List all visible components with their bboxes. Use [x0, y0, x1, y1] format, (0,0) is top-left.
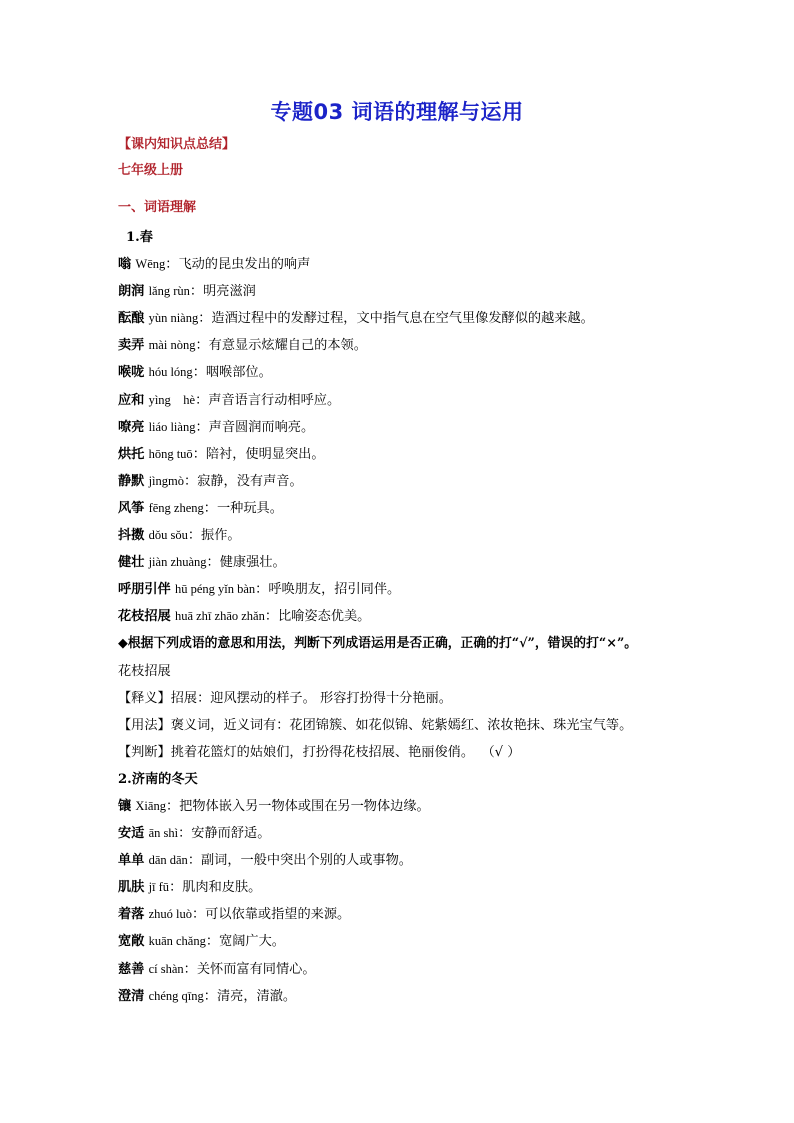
vocab-definition: 可以依靠或指望的来源。 [205, 907, 351, 923]
vocab-word: 应和 [118, 392, 145, 408]
vocab-pinyin: mài nòng [148, 338, 196, 353]
lesson-heading: 1.春 [126, 230, 153, 245]
vocab-definition: 有意显示炫耀自己的本领。 [208, 338, 367, 354]
vocab-entry: 呼朋引伴 hū péng yǐn bàn：呼唤朋友，招引同伴。 [118, 582, 401, 598]
vocab-definition: 关怀而富有同情心。 [196, 961, 316, 977]
vocab-pinyin: kuān chǎng [148, 934, 206, 949]
exercise-judgement-line [118, 739, 718, 766]
vocab-pinyin: jìngmò [148, 473, 184, 488]
vocab-word: 澄清 [118, 988, 145, 1004]
exercise-usage: 【用法】褒义词，近义词有：花团锦簇、如花似锦、姹紫嫣红、浓妆艳抹、珠光宝气等。 [118, 717, 633, 733]
vocab-word: 单单 [118, 853, 145, 869]
vocab-definition: 一种玩具。 [216, 500, 283, 516]
vocab-entry: 抖擞 dǒu sǒu：振作。 [118, 528, 241, 544]
vocab-word: 卖弄 [118, 338, 145, 354]
vocab-definition: 造酒过程中的发酵过程，文中指气息在空气里像发酵似的越来越。 [211, 311, 594, 327]
vocab-word: 嗡 [118, 257, 132, 273]
vocab-entry: 烘托 hōng tuō：陪衬，使明显突出。 [118, 446, 325, 462]
vocab-entry: 安适 ān shì：安静而舒适。 [118, 826, 271, 842]
vocab-pinyin: chéng qīng [148, 988, 204, 1003]
vocab-definition: 呼唤朋友，招引同伴。 [268, 582, 401, 598]
vocab-entry: 花枝招展 huā zhī zhāo zhǎn：比喻姿态优美。 [118, 609, 371, 625]
vocab-definition: 清亮，清澈。 [216, 988, 297, 1004]
vocab-word: 酝酿 [118, 311, 145, 327]
vocab-word: 静默 [118, 473, 145, 489]
vocab-pinyin: liáo liàng [148, 419, 196, 434]
vocab-definition: 明亮滋润 [203, 284, 256, 300]
vocab-definition: 安静而舒适。 [191, 826, 271, 842]
vocab-word: 呼朋引伴 [118, 582, 171, 598]
vocab-entry: 着落 zhuó luò：可以依靠或指望的来源。 [118, 907, 351, 923]
vocab-entry: 应和 yìng hè：声音语言行动相呼应。 [118, 392, 341, 408]
vocab-definition: 比喻姿态优美。 [278, 609, 371, 625]
vocab-pinyin: Wēng [135, 257, 166, 272]
grade-label: 七年级上册 [118, 163, 184, 178]
vocab-pinyin: jī fū [148, 880, 170, 895]
vocab-definition: 健康强壮。 [219, 555, 286, 571]
vocab-pinyin: hōng tuō [148, 446, 193, 461]
vocab-definition: 把物体嵌入另一物体或围在另一物体边缘。 [179, 798, 430, 814]
vocab-pinyin: hū péng yǐn bàn [174, 582, 256, 597]
vocab-definition: 振作。 [201, 528, 241, 544]
vocab-entry: 卖弄 mài nòng：有意显示炫耀自己的本领。 [118, 338, 367, 354]
vocab-pinyin: dǒu sǒu [148, 528, 188, 543]
exercise-idiom: 花枝招展 [118, 663, 171, 679]
vocab-entry: 喉咙 hóu lóng：咽喉部位。 [118, 365, 272, 381]
vocab-word: 喉咙 [118, 365, 145, 381]
vocab-definition: 寂静，没有声音。 [197, 473, 303, 489]
exercise-answer: （√ ） [488, 744, 521, 760]
vocab-pinyin: dān dān [148, 853, 188, 868]
vocab-pinyin: lǎng rùn [148, 284, 190, 299]
vocab-word: 慈善 [118, 961, 145, 977]
vocab-definition: 陪衬，使明显突出。 [205, 446, 325, 462]
vocab-definition: 咽喉部位。 [205, 365, 272, 381]
vocabulary-content [118, 224, 718, 1010]
vocab-pinyin: ān shì [148, 826, 179, 841]
vocab-entry: 镶 Xiāng：把物体嵌入另一物体或围在另一物体边缘。 [118, 798, 430, 814]
vocab-entry: 单单 dān dān：副词，一般中突出个别的人或事物。 [118, 853, 412, 869]
page-title: 专题03 词语的理解与运用 [270, 100, 524, 124]
vocab-word: 宽敞 [118, 934, 145, 950]
section-label: 【课内知识点总结】 [118, 137, 236, 152]
vocab-definition: 声音圆润而响亮。 [208, 419, 315, 435]
vocab-pinyin: yìng hè [148, 392, 196, 407]
vocab-entry: 澄清 chéng qīng：清亮，清澈。 [118, 988, 297, 1004]
vocab-word: 烘托 [118, 446, 145, 462]
lesson-heading: 2.济南的冬天 [118, 771, 198, 787]
vocab-entry: 嗡 Wēng：飞动的昆虫发出的响声 [118, 257, 311, 273]
exercise-judgement: 【判断】挑着花篮灯的姑娘们，打扮得花枝招展、艳丽俊俏。 [118, 744, 475, 760]
vocab-pinyin: cí shàn [148, 961, 184, 976]
vocab-pinyin: jiàn zhuàng [148, 555, 207, 570]
vocab-entry: 风筝 fēng zheng：一种玩具。 [118, 500, 283, 516]
vocab-pinyin: yùn niàng [148, 311, 199, 326]
vocab-pinyin: Xiāng [135, 798, 166, 813]
vocab-entry: 嘹亮 liáo liàng：声音圆润而响亮。 [118, 419, 315, 435]
vocab-word: 镶 [118, 798, 132, 814]
vocab-entry: 朗润 lǎng rùn：明亮滋润 [118, 284, 256, 300]
vocab-entry: 酝酿 yùn niàng：造酒过程中的发酵过程，文中指气息在空气里像发酵似的越来越。 [118, 311, 594, 327]
vocab-entry: 宽敞 kuān chǎng：宽阔广大。 [118, 934, 285, 950]
vocab-definition: 副词，一般中突出个别的人或事物。 [201, 853, 412, 869]
vocab-entry: 静默 jìngmò：寂静，没有声音。 [118, 473, 303, 489]
vocab-entry: 慈善 cí shàn：关怀而富有同情心。 [118, 961, 316, 977]
vocab-definition: 飞动的昆虫发出的响声 [178, 257, 311, 273]
vocab-word: 着落 [118, 907, 145, 923]
vocab-word: 花枝招展 [118, 609, 171, 625]
exercise-instruction: ◆根据下列成语的意思和用法，判断下列成语运用是否正确，正确的打“√”，错误的打“×”。 [118, 636, 638, 652]
part-heading: 一、词语理解 [118, 200, 197, 215]
vocab-word: 健壮 [118, 555, 145, 571]
vocab-pinyin: zhuó luò [148, 907, 192, 922]
vocab-entry: 健壮 jiàn zhuàng：健康强壮。 [118, 555, 286, 571]
vocab-definition: 声音语言行动相呼应。 [208, 392, 341, 408]
vocab-entry: 肌肤 jī fū：肌肉和皮肤。 [118, 880, 262, 896]
vocab-pinyin: huā zhī zhāo zhǎn [174, 609, 265, 624]
vocab-pinyin: hóu lóng [148, 365, 193, 380]
vocab-definition: 肌肉和皮肤。 [182, 880, 262, 896]
vocab-word: 安适 [118, 826, 145, 842]
vocab-word: 朗润 [118, 284, 145, 300]
vocab-definition: 宽阔广大。 [219, 934, 285, 950]
vocab-word: 风筝 [118, 500, 145, 516]
exercise-meaning: 【释义】招展：迎风摆动的样子。 形容打扮得十分艳丽。 [118, 690, 452, 706]
vocab-word: 肌肤 [118, 880, 145, 896]
vocab-word: 抖擞 [118, 528, 145, 544]
vocab-word: 嘹亮 [118, 419, 145, 435]
vocab-pinyin: fēng zheng [148, 500, 204, 515]
